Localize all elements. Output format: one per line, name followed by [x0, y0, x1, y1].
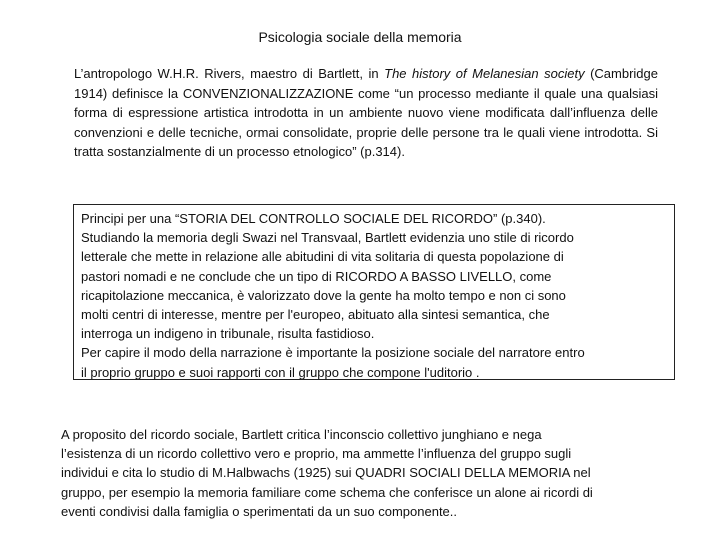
closing-line: l’esistenza di un ricordo collettivo vero e proprio, ma ammette l’influenza del gruppo sugli: [61, 446, 572, 462]
book-title: The history of Melanesian society: [384, 66, 585, 81]
box-line: molti centri di interesse, mentre per l'europeo, abituato alla sintesi semantica, che: [81, 307, 550, 323]
box-line: Studiando la memoria degli Swazi nel Transvaal, Bartlett evidenzia uno stile di ricordo: [81, 230, 574, 246]
box-line: Principi per una “STORIA DEL CONTROLLO SOCIALE DEL RICORDO” (p.340).: [81, 211, 546, 226]
intro-text-start: L’antropologo W.H.R. Rivers, maestro di Bartlett, in: [74, 66, 385, 81]
box-line: Per capire il modo della narrazione è importante la posizione sociale del narratore entro: [81, 345, 585, 361]
closing-line: individui e cita lo studio di M.Halbwachs (1925) sui QUADRI SOCIALI DELLA MEMORIA nel: [61, 465, 591, 481]
closing-line: eventi condivisi dalla famiglia o sperimentati da un suo componente..: [61, 503, 458, 519]
intro-text-end: (Cambridge 1914) definisce la CONVENZIONALIZZAZIONE come “un processo mediante il quale una qualsiasi forma di espressione artistica introdotta in un ambiente nuovo viene modificata dall’influenza delle convenzioni e delle tecniche, ormai consolidate, proprie delle persone tra le quali viene introdotta. Si tratta sostanzialmente di un processo etnologico” (p.314).: [74, 66, 658, 159]
box-line: il proprio gruppo e suoi rapporti con il gruppo che compone l'uditorio .: [81, 364, 480, 380]
page-title: Psicologia sociale della memoria: [258, 29, 462, 45]
box-line: ricapitolazione meccanica, è valorizzato dove la gente ha molto tempo e non ci sono: [81, 287, 566, 303]
principles-box: [73, 204, 675, 380]
intro-paragraph: [74, 64, 658, 162]
closing-line: gruppo, per esempio la memoria familiare come schema che conferisce un alone ai ricordi di: [61, 484, 593, 500]
closing-line: A proposito del ricordo sociale, Bartlett critica l’inconscio collettivo junghiano e nega: [61, 427, 542, 442]
box-line: interroga un indigeno in tribunale, risulta fastidioso.: [81, 326, 375, 342]
box-line: letterale che mette in relazione alle abitudini di vita solitaria di questa popolazione di: [81, 249, 564, 265]
closing-paragraph: [61, 425, 681, 521]
box-line: pastori nomadi e ne conclude che un tipo di RICORDO A BASSO LIVELLO, come: [81, 268, 552, 284]
